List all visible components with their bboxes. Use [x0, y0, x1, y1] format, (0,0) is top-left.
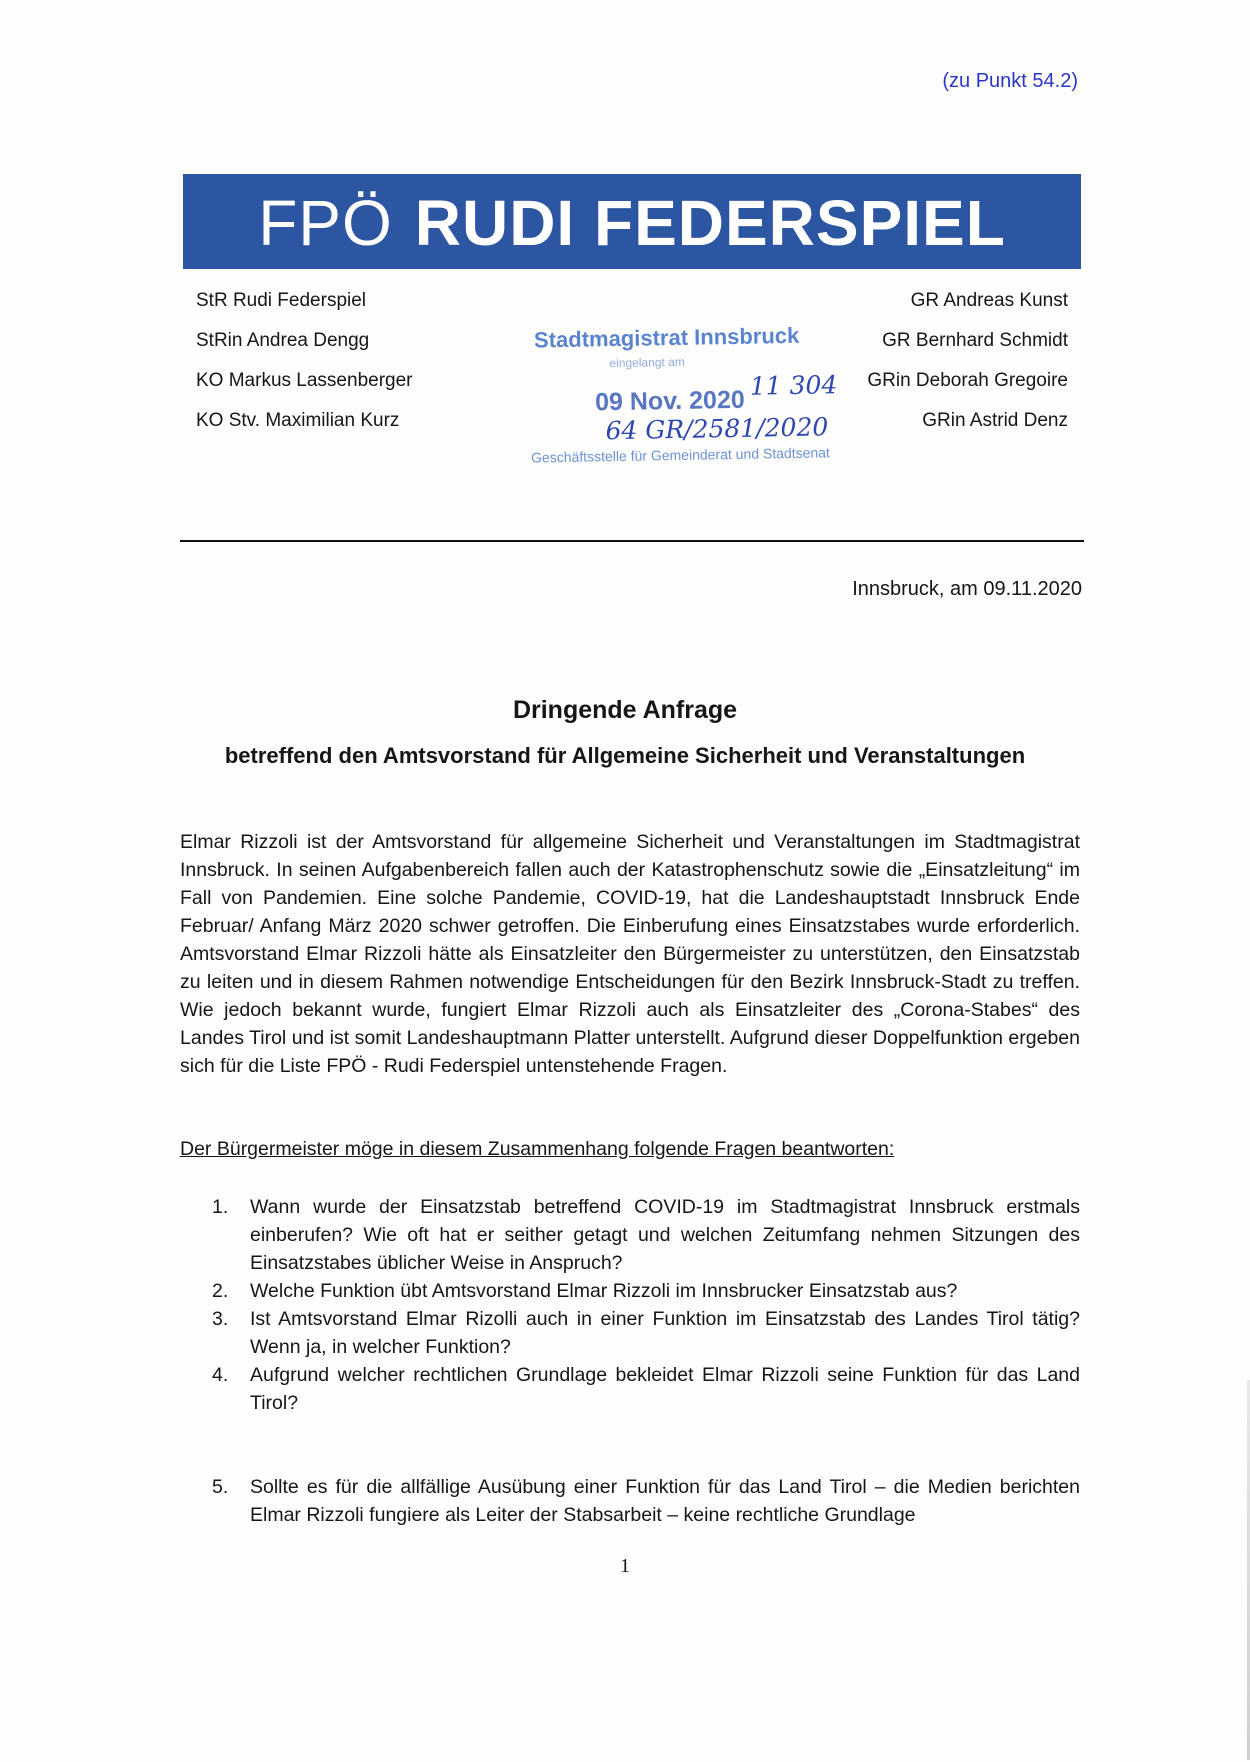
- member: StRin Andrea Dengg: [196, 330, 370, 351]
- list-item: [212, 1361, 1080, 1417]
- member: GRin Astrid Denz: [922, 410, 1068, 431]
- question-text: Welche Funktion übt Amtsvorstand Elmar Rizzoli im Innsbrucker Einsatzstab aus?: [250, 1280, 958, 1302]
- list-item: [212, 1193, 1080, 1277]
- member: GRin Deborah Gregoire: [867, 370, 1068, 391]
- reference-note: (zu Punkt 54.2): [942, 70, 1078, 92]
- stamp-date: 09 Nov. 2020: [594, 385, 745, 417]
- members-left: [196, 281, 413, 441]
- question-number: 1.: [212, 1196, 229, 1218]
- question-number: 4.: [212, 1364, 229, 1386]
- stamp-received-label: eingelangt am: [609, 354, 685, 371]
- party-banner: [183, 174, 1081, 269]
- member: KO Markus Lassenberger: [196, 370, 413, 391]
- question-text: Wann wurde der Einsatzstab betreffend COVID-19 im Stadtmagistrat Innsbruck erstmals einberufen? Wie oft hat er seither getagt und welchen Zeitumfang nehmen Sitzungen des Einsatzstabes üblicher Weise in Anspruch?: [250, 1196, 1080, 1274]
- member: StR Rudi Federspiel: [196, 290, 367, 311]
- document-subtitle: betreffend den Amtsvorstand für Allgemeine Sicherheit und Veranstaltungen: [224, 743, 1026, 768]
- receipt-stamp: [519, 312, 838, 477]
- members-right: [867, 281, 1068, 441]
- document-title: Dringende Anfrage: [512, 696, 738, 724]
- banner-party: FPÖ: [258, 186, 393, 259]
- questions-intro: Der Bürgermeister möge in diesem Zusammenhang folgende Fragen beantworten:: [180, 1138, 895, 1160]
- stamp-handwritten-number: 11 304: [749, 370, 838, 401]
- stamp-handwritten-ref: 64 GR/2581/2020: [605, 412, 829, 446]
- list-item: [212, 1305, 1080, 1361]
- question-text: Aufgrund welcher rechtlichen Grundlage bekleidet Elmar Rizzoli seine Funktion für das Land Tirol?: [250, 1364, 1080, 1414]
- member: GR Bernhard Schmidt: [882, 330, 1068, 351]
- question-number: 3.: [212, 1308, 229, 1330]
- list-item: [212, 1277, 1080, 1305]
- question-number: 5.: [212, 1476, 229, 1498]
- member: KO Stv. Maximilian Kurz: [196, 410, 400, 431]
- stamp-office: Stadtmagistrat Innsbruck: [533, 322, 800, 353]
- question-text: Ist Amtsvorstand Elmar Rizolli auch in einer Funktion im Einsatzstab des Landes Tirol tätig? Wenn ja, in welcher Funktion?: [250, 1308, 1080, 1358]
- list-item: [212, 1473, 1080, 1529]
- banner-name: RUDI FEDERSPIEL: [414, 186, 1006, 259]
- divider-line: [180, 540, 1084, 542]
- date-line: Innsbruck, am 09.11.2020: [852, 578, 1082, 600]
- question-text: Sollte es für die allfällige Ausübung einer Funktion für das Land Tirol – die Medien berichten Elmar Rizzoli fungiere als Leiter der Stabsarbeit – keine rechtliche Grundlage: [250, 1476, 1080, 1526]
- member: GR Andreas Kunst: [910, 290, 1068, 311]
- page-number: 1: [620, 1555, 630, 1577]
- body-paragraph: Elmar Rizzoli ist der Amtsvorstand für allgemeine Sicherheit und Veranstaltungen im Stadtmagistrat Innsbruck. In seinen Aufgabenbereich fallen auch der Katastrophenschutz sowie die „Einsatzleitung“ im Fall von Pandemien. Eine solche Pandemie, COVID-19, hat die Landeshauptstadt Innsbruck Ende Februar/ Anfang März 2020 schwer getroffen. Die Einberufung eines Einsatzstabes wurde erforderlich. Amtsvorstand Elmar Rizzoli hätte als Einsatzleiter den Bürgermeister zu unterstützen, den Einsatzstab zu leiten und in diesem Rahmen notwendige Entscheidungen für den Bezirk Innsbruck-Stadt zu treffen. Wie jedoch bekannt wurde, fungiert Elmar Rizzoli auch als Einsatzleiter des „Corona-Stabes“ des Landes Tirol und ist somit Landeshauptmann Platter unterstellt. Aufgrund dieser Doppelfunktion ergeben sich für die Liste FPÖ - Rudi Federspiel untenstehende Fragen.: [180, 831, 1080, 1077]
- stamp-department: Geschäftsstelle für Gemeinderat und Stadtsenat: [530, 444, 831, 466]
- question-number: 2.: [212, 1280, 229, 1302]
